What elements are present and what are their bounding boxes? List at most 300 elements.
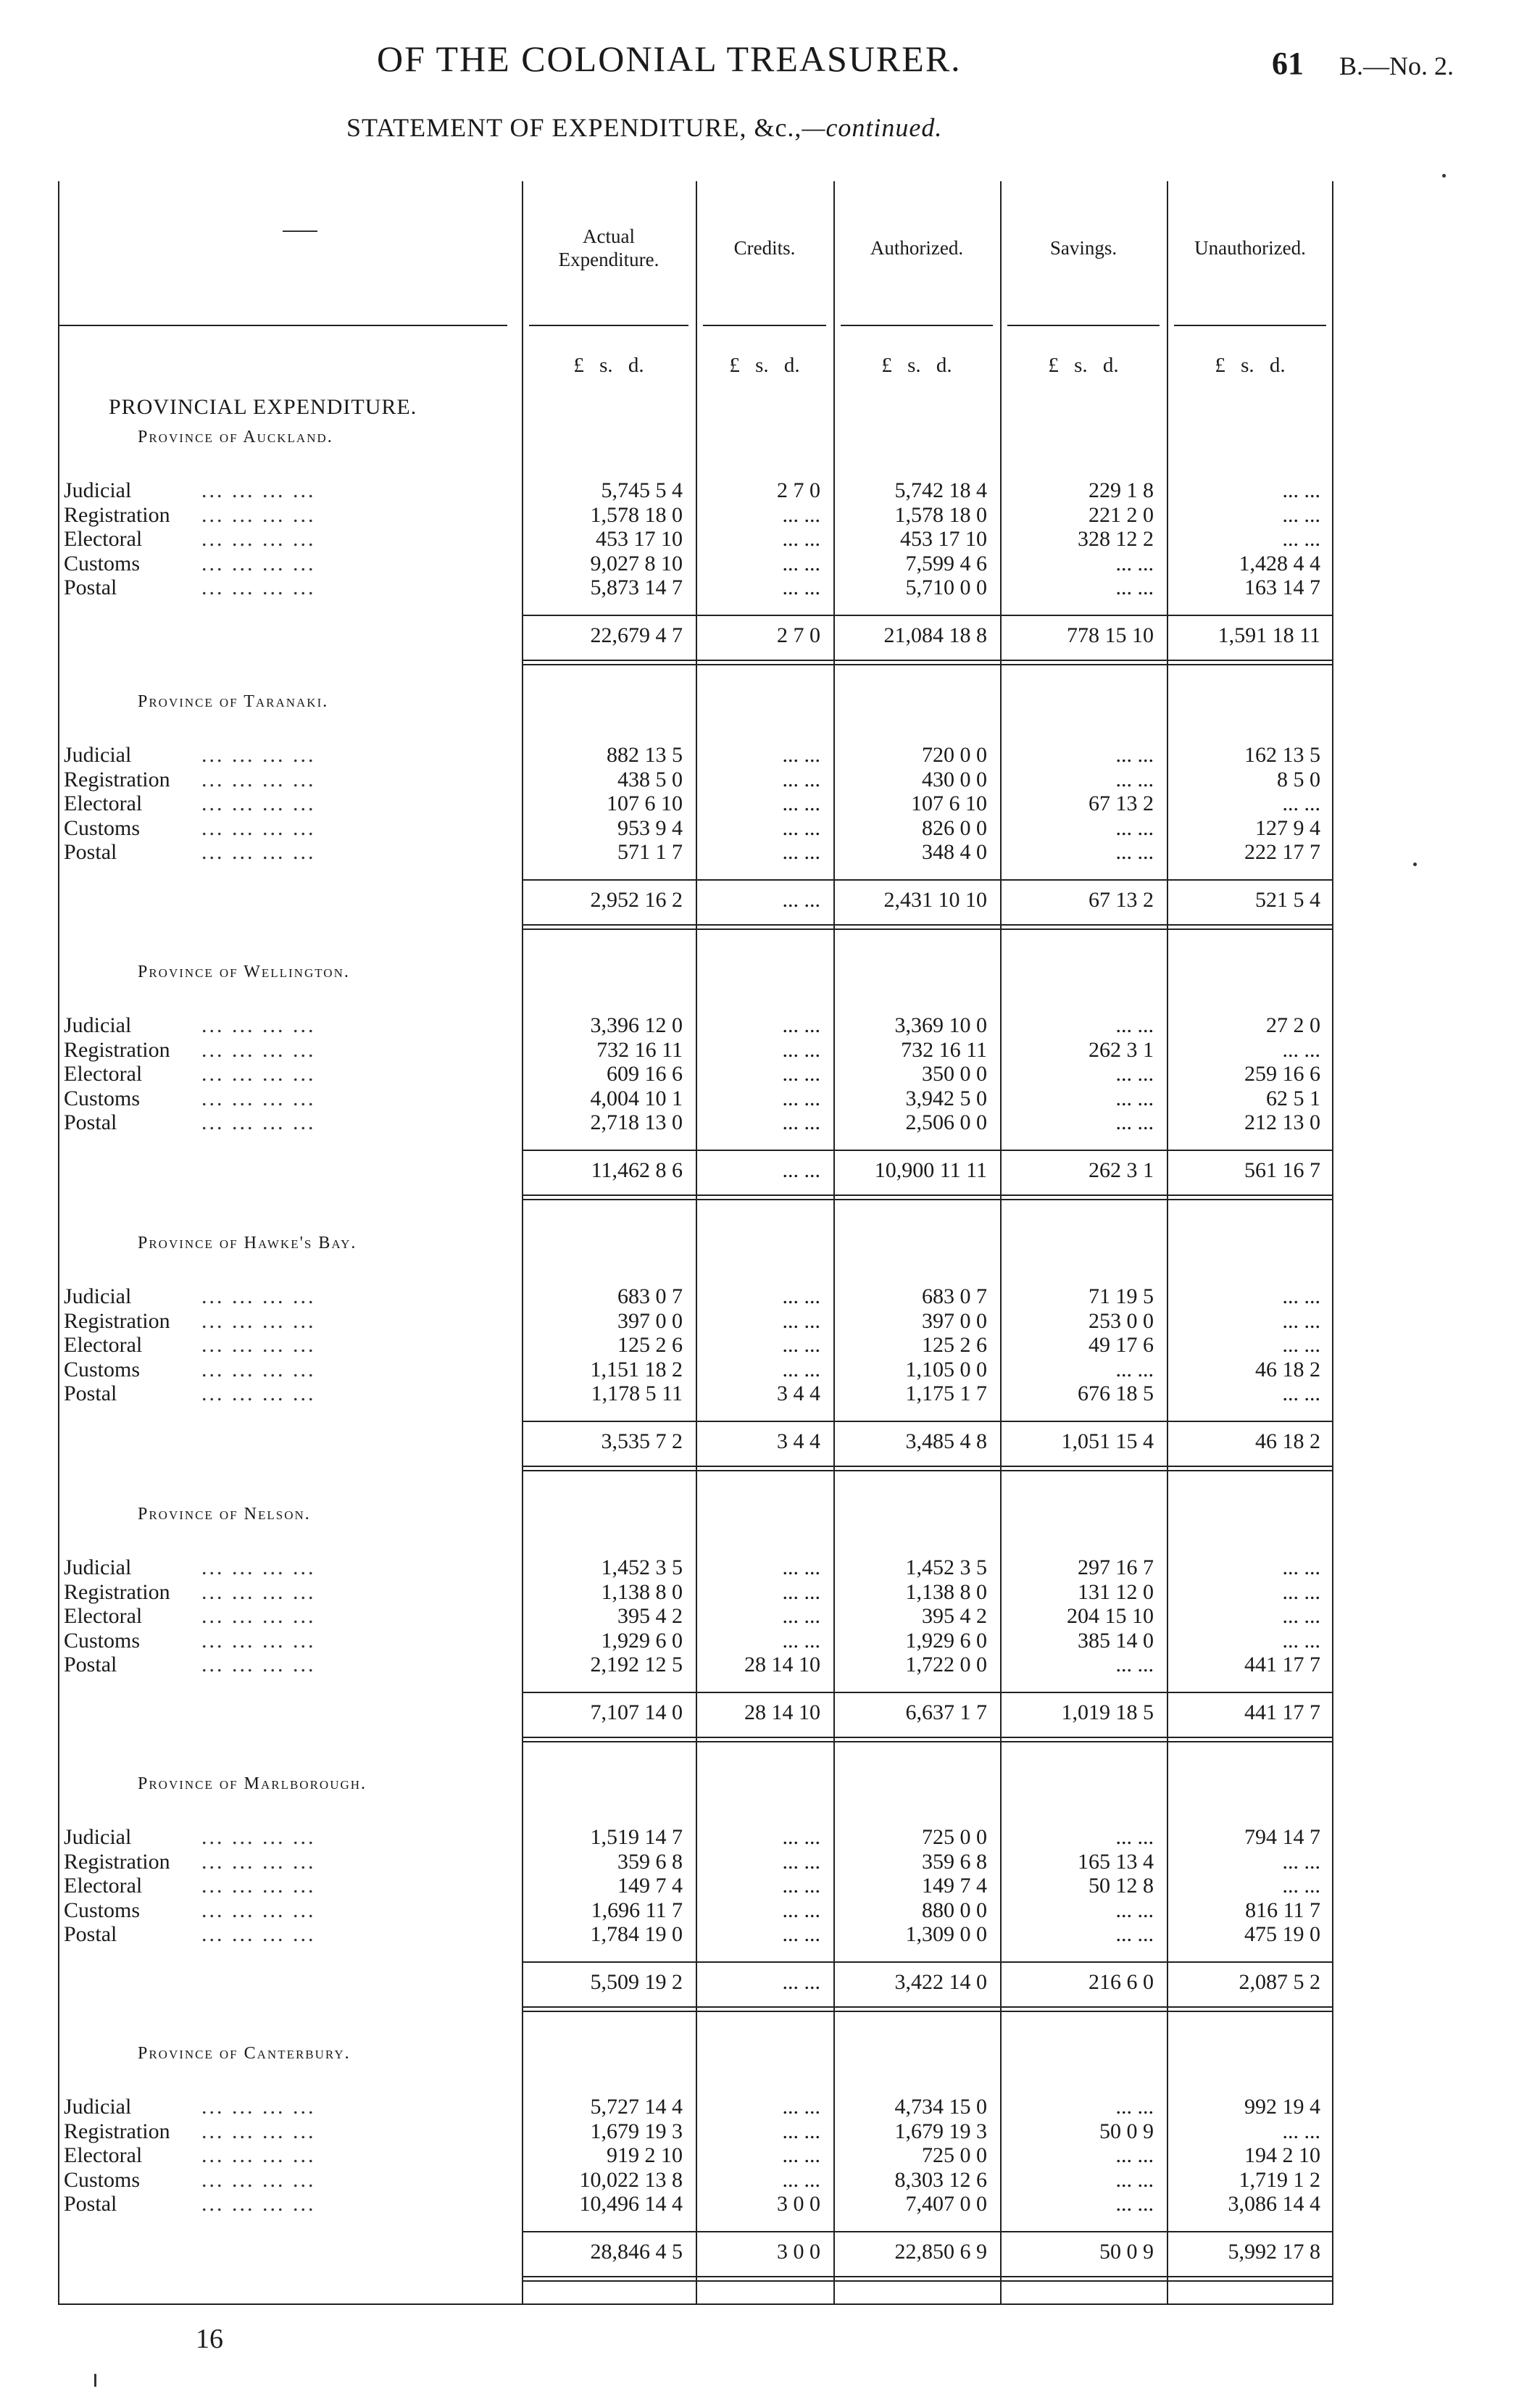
cell-credits: ... ... (782, 2143, 820, 2167)
cell-savings: ... ... (1115, 2143, 1154, 2167)
cell-actual: 1,452 3 5 (601, 1555, 683, 1579)
cell-actual: 953 9 4 (617, 815, 683, 840)
row-label-postal (64, 840, 515, 864)
header-underline (703, 325, 826, 326)
cell-credits: ... ... (782, 551, 820, 576)
row-label-postal (64, 576, 515, 599)
cell-authorized: 8,303 12 6 (894, 2167, 987, 2192)
total-authorized: 10,900 11 11 (874, 1158, 987, 1182)
cell-savings: ... ... (1115, 1110, 1154, 1134)
cell-actual: 609 16 6 (607, 1062, 683, 1086)
footer-number: 16 (196, 2324, 223, 2354)
row-label-text: Postal (64, 576, 120, 599)
cell-unauthorized: ... ... (1282, 1604, 1320, 1628)
total-credits: ... ... (782, 1969, 820, 1994)
leader-dots: ... ... ... ... (201, 1849, 316, 1874)
cell-authorized: 1,452 3 5 (905, 1555, 987, 1579)
row-label-judicial (64, 1013, 515, 1037)
row-label-judicial (64, 1555, 515, 1579)
row-label-text: Judicial (64, 1555, 134, 1579)
row-label-registration (64, 1850, 515, 1874)
cell-unauthorized: ... ... (1282, 1333, 1320, 1357)
cell-savings: 50 12 8 (1089, 1874, 1154, 1898)
table-bottom-border (58, 2303, 1333, 2305)
row-label-judicial (64, 2095, 515, 2119)
cell-savings: 221 2 0 (1089, 502, 1154, 527)
row-label-postal (64, 1110, 515, 1134)
total-unauthorized: 5,992 17 8 (1228, 2239, 1320, 2264)
total-savings: 1,019 18 5 (1061, 1700, 1154, 1724)
leader-dots: ... ... ... ... (201, 551, 316, 576)
cell-savings: ... ... (1115, 815, 1154, 840)
row-label-electoral (64, 1062, 515, 1086)
cell-savings: ... ... (1115, 576, 1154, 599)
row-label-text: Registration (64, 1580, 173, 1604)
total-unauthorized: 2,087 5 2 (1239, 1969, 1320, 1994)
cell-actual: 683 0 7 (617, 1284, 683, 1308)
total-savings: 778 15 10 (1067, 623, 1154, 647)
total-credits: 3 4 4 (777, 1429, 820, 1453)
total-double-rule (522, 1470, 1333, 1471)
cell-unauthorized: 794 14 7 (1244, 1825, 1320, 1849)
leader-dots: ... ... ... ... (201, 1086, 316, 1110)
total-authorized: 2,431 10 10 (883, 887, 987, 912)
leader-dots: ... ... ... ... (201, 840, 316, 864)
cell-credits: ... ... (782, 767, 820, 792)
total-double-rule (522, 1737, 1333, 1738)
leader-dots: ... ... ... ... (201, 792, 316, 815)
cell-authorized: 2,506 0 0 (905, 1110, 987, 1134)
cell-unauthorized: 162 13 5 (1244, 743, 1320, 767)
cell-credits: ... ... (782, 743, 820, 767)
currency-units: £ s. d. (1048, 354, 1119, 377)
subtotal-rule (522, 2231, 1333, 2232)
row-label-electoral (64, 1874, 515, 1898)
leader-dots: ... ... ... ... (201, 1555, 316, 1579)
column-header-line: Unauthorized. (1194, 237, 1306, 259)
total-credits: 2 7 0 (777, 623, 820, 647)
cell-unauthorized: ... ... (1282, 502, 1320, 527)
province-title: Province of Wellington. (138, 963, 350, 981)
cell-savings: ... ... (1115, 1825, 1154, 1849)
cell-savings: 50 0 9 (1099, 2119, 1154, 2143)
cell-savings: ... ... (1115, 767, 1154, 792)
subtotal-rule (522, 1961, 1333, 1963)
province-title: Province of Nelson. (138, 1505, 311, 1524)
cell-savings: ... ... (1115, 551, 1154, 576)
cell-unauthorized: 259 16 6 (1244, 1062, 1320, 1086)
subtotal-rule (522, 1150, 1333, 1151)
row-label-judicial (64, 478, 515, 502)
row-label-customs (64, 816, 515, 840)
total-actual: 3,535 7 2 (601, 1429, 683, 1453)
total-actual: 2,952 16 2 (590, 887, 683, 912)
row-label-text: Customs (64, 1087, 143, 1110)
column-header-authorized (833, 236, 1000, 259)
cell-actual: 1,138 8 0 (601, 1579, 683, 1604)
row-label-text: Judicial (64, 1284, 134, 1308)
cell-authorized: 7,407 0 0 (905, 2192, 987, 2216)
row-label-registration (64, 2119, 515, 2143)
row-label-customs (64, 552, 515, 576)
page-title: OF THE COLONIAL TREASURER. (377, 38, 962, 79)
row-label-text: Customs (64, 552, 143, 576)
subtotal-rule (522, 879, 1333, 881)
cell-unauthorized: 46 18 2 (1255, 1357, 1320, 1382)
cell-unauthorized: 8 5 0 (1277, 767, 1320, 792)
cell-authorized: 880 0 0 (922, 1898, 987, 1922)
cell-authorized: 720 0 0 (922, 743, 987, 767)
row-label-customs (64, 1358, 515, 1382)
column-header-line: Actual (583, 225, 635, 247)
row-label-text: Electoral (64, 2143, 145, 2167)
row-label-postal (64, 1922, 515, 1946)
cell-authorized: 350 0 0 (922, 1062, 987, 1086)
total-actual: 7,107 14 0 (590, 1700, 683, 1724)
total-actual: 22,679 4 7 (590, 623, 683, 647)
subtotal-rule (522, 615, 1333, 616)
province-title: Province of Taranaki. (138, 692, 329, 711)
total-savings: 50 0 9 (1099, 2239, 1154, 2264)
table-left-border (58, 181, 59, 2305)
leader-dots: ... ... ... ... (201, 1357, 316, 1382)
total-actual: 11,462 8 6 (591, 1158, 683, 1182)
cell-credits: ... ... (782, 1898, 820, 1922)
row-label-customs (64, 1898, 515, 1922)
statement-subtitle (346, 112, 942, 143)
cell-savings: ... ... (1115, 2095, 1154, 2119)
row-label-text: Customs (64, 1358, 143, 1382)
row-label-registration (64, 503, 515, 527)
total-double-rule (522, 1466, 1333, 1467)
cell-authorized: 1,105 0 0 (905, 1357, 987, 1382)
row-label-text: Electoral (64, 1604, 145, 1628)
cell-authorized: 826 0 0 (922, 815, 987, 840)
leader-dots: ... ... ... ... (201, 2095, 316, 2119)
cell-actual: 2,718 13 0 (590, 1110, 683, 1134)
cell-authorized: 1,578 18 0 (894, 502, 987, 527)
cell-authorized: 7,599 4 6 (905, 551, 987, 576)
cell-savings: ... ... (1115, 1357, 1154, 1382)
total-credits: 28 14 10 (744, 1700, 820, 1724)
cell-actual: 1,151 18 2 (590, 1357, 683, 1382)
row-label-text: Judicial (64, 2095, 134, 2119)
cell-authorized: 1,679 19 3 (894, 2119, 987, 2143)
margin-mark (94, 2374, 96, 2387)
cell-credits: ... ... (782, 1555, 820, 1579)
province-title: Province of Hawke's Bay. (138, 1234, 357, 1252)
leader-dots: ... ... ... ... (201, 502, 316, 527)
total-double-rule (522, 1741, 1333, 1742)
column-header-unauthorized (1167, 236, 1333, 259)
cell-unauthorized: ... ... (1282, 527, 1320, 551)
cell-savings: 165 13 4 (1078, 1849, 1154, 1874)
row-label-text: Electoral (64, 527, 145, 551)
cell-savings: 229 1 8 (1089, 478, 1154, 502)
subtitle-continued: —continued. (802, 113, 943, 142)
leader-dots: ... ... ... ... (201, 1308, 316, 1333)
leader-dots: ... ... ... ... (201, 1037, 316, 1062)
row-label-text: Postal (64, 1382, 120, 1405)
cell-savings: ... ... (1115, 2167, 1154, 2192)
cell-unauthorized: ... ... (1282, 2119, 1320, 2143)
cell-authorized: 732 16 11 (901, 1037, 987, 1062)
cell-credits: 28 14 10 (744, 1653, 820, 1677)
cell-savings: 297 16 7 (1078, 1555, 1154, 1579)
cell-authorized: 725 0 0 (922, 1825, 987, 1849)
cell-unauthorized: 127 9 4 (1255, 815, 1320, 840)
province-title: Province of Auckland. (138, 428, 333, 446)
cell-actual: 9,027 8 10 (590, 551, 683, 576)
cell-savings: ... ... (1115, 1062, 1154, 1086)
province-title: Province of Canterbury. (138, 2044, 351, 2063)
row-label-postal (64, 2192, 515, 2216)
total-savings: 262 3 1 (1089, 1158, 1154, 1182)
column-header-line: Authorized. (870, 237, 964, 259)
total-unauthorized: 46 18 2 (1255, 1429, 1320, 1453)
cell-credits: ... ... (782, 1308, 820, 1333)
currency-units: £ s. d. (573, 354, 644, 377)
total-actual: 28,846 4 5 (590, 2239, 683, 2264)
cell-actual: 732 16 11 (596, 1037, 683, 1062)
total-authorized: 3,485 4 8 (905, 1429, 987, 1453)
row-label-text: Customs (64, 816, 143, 840)
row-label-electoral (64, 1604, 515, 1628)
cell-credits: ... ... (782, 2095, 820, 2119)
leader-dots: ... ... ... ... (201, 2167, 316, 2192)
cell-authorized: 395 4 2 (922, 1604, 987, 1628)
cell-savings: 131 12 0 (1078, 1579, 1154, 1604)
cell-actual: 3,396 12 0 (590, 1013, 683, 1037)
column-header-line: Savings. (1049, 237, 1117, 259)
total-unauthorized: 1,591 18 11 (1218, 623, 1320, 647)
cell-authorized: 348 4 0 (922, 840, 987, 864)
leader-dots: ... ... ... ... (201, 1825, 316, 1849)
cell-actual: 1,578 18 0 (590, 502, 683, 527)
cell-authorized: 125 2 6 (922, 1333, 987, 1357)
leader-dots: ... ... ... ... (201, 1922, 316, 1946)
cell-actual: 2,192 12 5 (590, 1653, 683, 1677)
cell-authorized: 725 0 0 (922, 2143, 987, 2167)
cell-credits: ... ... (782, 1874, 820, 1898)
cell-credits: ... ... (782, 1284, 820, 1308)
province-title: Province of Marlborough. (138, 1774, 367, 1793)
cell-authorized: 5,742 18 4 (894, 478, 987, 502)
cell-savings: 49 17 6 (1089, 1333, 1154, 1357)
row-label-text: Customs (64, 1629, 143, 1653)
cell-savings: 676 18 5 (1078, 1382, 1154, 1405)
leader-dots: ... ... ... ... (201, 1874, 316, 1898)
header-underline (529, 325, 688, 326)
total-credits: ... ... (782, 1158, 820, 1182)
cell-credits: ... ... (782, 1037, 820, 1062)
cell-savings: 262 3 1 (1089, 1037, 1154, 1062)
row-label-text: Judicial (64, 743, 134, 767)
total-actual: 5,509 19 2 (590, 1969, 683, 1994)
cell-credits: ... ... (782, 2119, 820, 2143)
cell-unauthorized: 3,086 14 4 (1228, 2192, 1320, 2216)
cell-unauthorized: ... ... (1282, 1284, 1320, 1308)
cell-savings: 71 19 5 (1089, 1284, 1154, 1308)
row-label-text: Judicial (64, 1825, 134, 1849)
cell-unauthorized: 992 19 4 (1244, 2095, 1320, 2119)
total-double-rule (522, 2280, 1333, 2282)
leader-dots: ... ... ... ... (201, 2192, 316, 2216)
cell-actual: 5,873 14 7 (590, 576, 683, 599)
row-label-text: Electoral (64, 792, 145, 815)
row-label-registration (64, 1580, 515, 1604)
row-label-judicial (64, 743, 515, 767)
cell-unauthorized: 62 5 1 (1266, 1086, 1320, 1110)
cell-actual: 359 6 8 (617, 1849, 683, 1874)
cell-credits: ... ... (782, 792, 820, 815)
row-label-electoral (64, 792, 515, 815)
row-label-text: Electoral (64, 1874, 145, 1898)
cell-savings: ... ... (1115, 743, 1154, 767)
cell-unauthorized: ... ... (1282, 1579, 1320, 1604)
column-header-savings (1000, 236, 1167, 259)
row-label-electoral (64, 2143, 515, 2167)
row-label-text: Registration (64, 2119, 173, 2143)
row-label-text: Registration (64, 1850, 173, 1874)
cell-actual: 1,784 19 0 (590, 1922, 683, 1946)
row-label-text: Registration (64, 1309, 173, 1333)
header-underline (1174, 325, 1326, 326)
total-double-rule (522, 924, 1333, 926)
cell-savings: 253 0 0 (1089, 1308, 1154, 1333)
page-number: 61 (1272, 46, 1304, 81)
cell-credits: ... ... (782, 1849, 820, 1874)
currency-units: £ s. d. (729, 354, 800, 377)
leader-dots: ... ... ... ... (201, 1013, 316, 1037)
cell-credits: ... ... (782, 1357, 820, 1382)
cell-credits: ... ... (782, 527, 820, 551)
page-header (0, 0, 1540, 167)
cell-credits: 3 4 4 (777, 1382, 820, 1405)
total-savings: 1,051 15 4 (1061, 1429, 1154, 1453)
row-label-text: Postal (64, 1110, 120, 1134)
total-authorized: 6,637 1 7 (905, 1700, 987, 1724)
cell-actual: 1,519 14 7 (590, 1825, 683, 1849)
row-label-postal (64, 1653, 515, 1677)
cell-authorized: 430 0 0 (922, 767, 987, 792)
cell-authorized: 1,722 0 0 (905, 1653, 987, 1677)
total-authorized: 21,084 18 8 (883, 623, 987, 647)
total-double-rule (522, 928, 1333, 930)
cell-authorized: 683 0 7 (922, 1284, 987, 1308)
total-double-rule (522, 2006, 1333, 2008)
cell-credits: ... ... (782, 1110, 820, 1134)
cell-unauthorized: 441 17 7 (1244, 1653, 1320, 1677)
cell-unauthorized: 194 2 10 (1244, 2143, 1320, 2167)
cell-savings: ... ... (1115, 2192, 1154, 2216)
row-label-text: Customs (64, 1898, 143, 1922)
cell-unauthorized: ... ... (1282, 1849, 1320, 1874)
column-header-credits (696, 236, 833, 259)
leader-dots: ... ... ... ... (201, 1333, 316, 1357)
leader-dots: ... ... ... ... (201, 478, 316, 502)
row-label-judicial (64, 1825, 515, 1849)
margin-mark (1442, 174, 1446, 178)
cell-authorized: 1,309 0 0 (905, 1922, 987, 1946)
cell-authorized: 3,942 5 0 (905, 1086, 987, 1110)
currency-units: £ s. d. (881, 354, 952, 377)
row-label-text: Electoral (64, 1333, 145, 1357)
column-header-line: Credits. (733, 237, 796, 259)
row-label-text: Judicial (64, 1013, 134, 1037)
row-label-text: Customs (64, 2168, 143, 2192)
cell-actual: 10,496 14 4 (579, 2192, 683, 2216)
row-label-text: Judicial (64, 478, 134, 502)
cell-credits: ... ... (782, 1062, 820, 1086)
cell-credits: 2 7 0 (777, 478, 820, 502)
cell-authorized: 453 17 10 (900, 527, 987, 551)
cell-actual: 125 2 6 (617, 1333, 683, 1357)
row-label-electoral (64, 527, 515, 551)
cell-authorized: 4,734 15 0 (894, 2095, 987, 2119)
cell-unauthorized: ... ... (1282, 1308, 1320, 1333)
document-reference: B.—No. 2. (1339, 51, 1454, 80)
cell-savings: ... ... (1115, 1013, 1154, 1037)
cell-authorized: 5,710 0 0 (905, 576, 987, 599)
total-authorized: 3,422 14 0 (894, 1969, 987, 1994)
leader-dots: ... ... ... ... (201, 1062, 316, 1086)
cell-actual: 10,022 13 8 (579, 2167, 683, 2192)
cell-unauthorized: ... ... (1282, 1628, 1320, 1653)
leader-dots: ... ... ... ... (201, 2119, 316, 2143)
cell-unauthorized: 222 17 7 (1244, 840, 1320, 864)
row-label-registration (64, 1309, 515, 1333)
total-double-rule (522, 2276, 1333, 2277)
leader-dots: ... ... ... ... (201, 743, 316, 767)
cell-savings: ... ... (1115, 1653, 1154, 1677)
cell-credits: ... ... (782, 1628, 820, 1653)
cell-credits: ... ... (782, 840, 820, 864)
cell-actual: 919 2 10 (607, 2143, 683, 2167)
leader-dots: ... ... ... ... (201, 815, 316, 840)
cell-actual: 1,929 6 0 (601, 1628, 683, 1653)
cell-credits: ... ... (782, 1922, 820, 1946)
row-label-text: Registration (64, 503, 173, 527)
total-unauthorized: 521 5 4 (1255, 887, 1320, 912)
column-header-line: Expenditure. (558, 249, 659, 270)
leader-dots: ... ... ... ... (201, 1284, 316, 1308)
total-unauthorized: 441 17 7 (1244, 1700, 1320, 1724)
cell-credits: ... ... (782, 576, 820, 599)
cell-actual: 571 1 7 (617, 840, 683, 864)
header-underline-label (58, 325, 507, 326)
cell-unauthorized: 1,428 4 4 (1239, 551, 1320, 576)
currency-units: £ s. d. (1215, 354, 1286, 377)
subtitle-text: STATEMENT OF EXPENDITURE, &c., (346, 113, 802, 142)
row-label-customs (64, 1087, 515, 1110)
cell-credits: 3 0 0 (777, 2192, 820, 2216)
leader-dots: ... ... ... ... (201, 1898, 316, 1922)
cell-unauthorized: ... ... (1282, 1555, 1320, 1579)
cell-authorized: 397 0 0 (922, 1308, 987, 1333)
total-double-rule (522, 2011, 1333, 2012)
total-double-rule (522, 1194, 1333, 1196)
column-header-actual (522, 225, 696, 271)
cell-actual: 397 0 0 (617, 1308, 683, 1333)
row-label-text: Registration (64, 1038, 173, 1062)
cell-unauthorized: 816 11 7 (1245, 1898, 1320, 1922)
total-double-rule (522, 1199, 1333, 1200)
table-right-border (1332, 181, 1333, 2305)
cell-authorized: 1,929 6 0 (905, 1628, 987, 1653)
cell-credits: ... ... (782, 1604, 820, 1628)
total-credits: 3 0 0 (777, 2239, 820, 2264)
